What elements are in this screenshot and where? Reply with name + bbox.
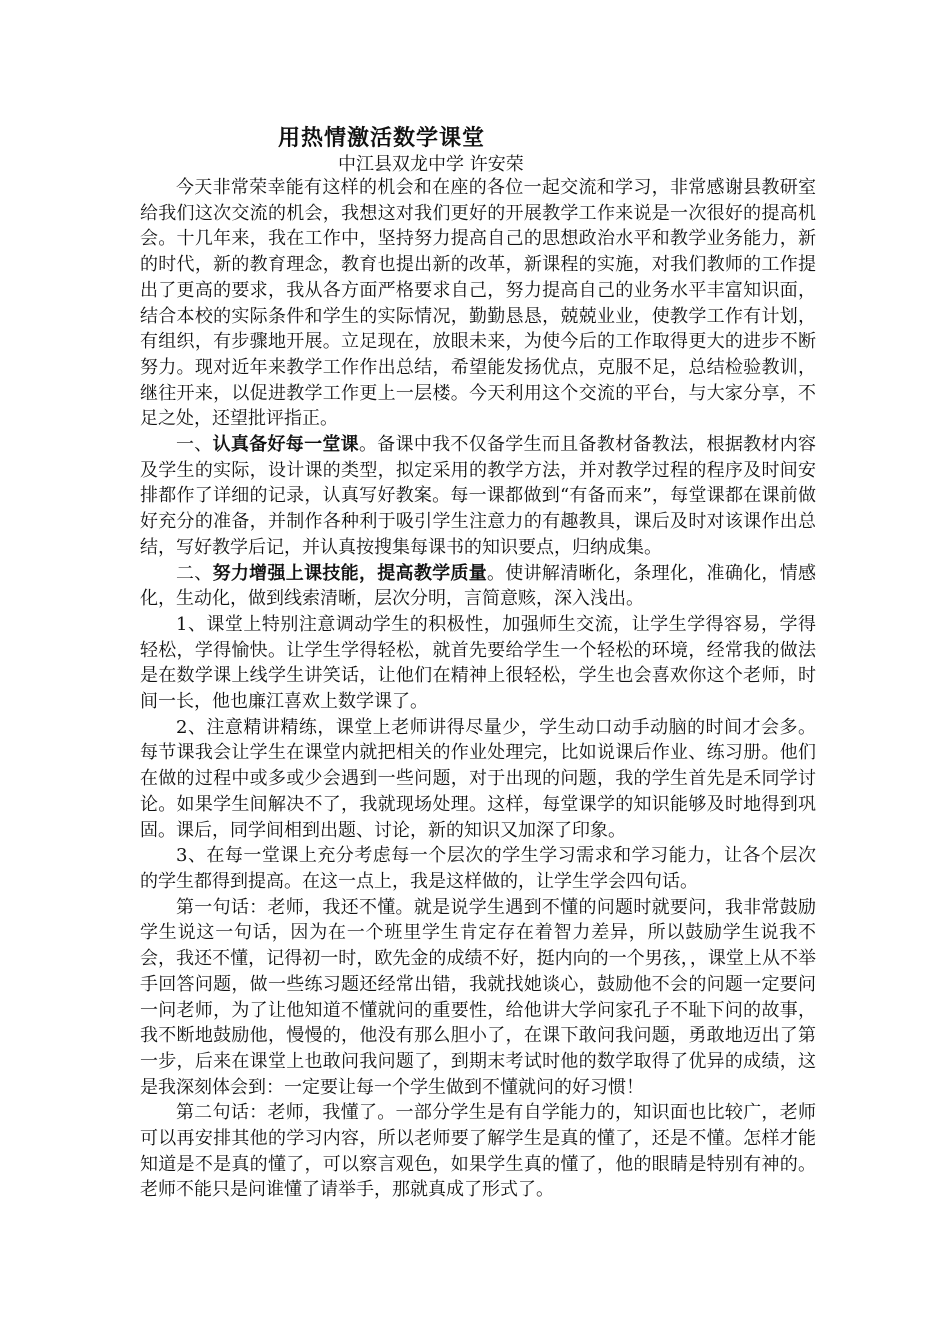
paragraph-sentence-2: 第二句话：老师，我懂了。一部分学生是有自学能力的，知识面也比较广，老师可以再安排其他的学习内容，所以老师要了解学生是真的懂了，还是不懂。怎样才能知道是不是真的懂了，可以察言观色，如果学生真的懂了，他的眼睛是特别有神的。老师不能只是问谁懂了请举手，那就真成了形式了。 [140, 1102, 816, 1201]
document-title: 用热情激活数学课堂 [278, 126, 486, 151]
document-author: 中江县双龙中学 许安荣 [338, 154, 524, 175]
section-text: 。使讲解清晰化，条理化，准确化，情感化，生动化，做到线索清晰，层次分明，言简意赅，深入浅出。 [140, 562, 817, 610]
document-body [140, 175, 816, 1203]
paragraph-section-1 [140, 432, 816, 561]
section-number: 二、 [176, 562, 213, 584]
paragraph-section-2 [140, 561, 816, 612]
section-text: 。备课中我不仅备学生而且备教材备教法，根据教材内容及学生的实际，设计课的类型，拟定采用的教学方法，并对教学过程的程序及时间安排都作了详细的记录，认真写好教案。每一课都做到“有备而来”，每堂课都在课前做好充分的准备，并制作各种利于吸引学生注意力的有趣教具，课后及时对该课作出总结，写好教学后记，并认真按搜集每课书的知识要点，归纳成集。 [140, 434, 817, 558]
paragraph-point-2: 2、注意精讲精练，课堂上老师讲得尽量少，学生动口动手动脑的时间才会多。每节课我会让学生在课堂内就把相关的作业处理完，比如说课后作业、练习册。他们在做的过程中或多或少会遇到一些问题，对于出现的问题，我的学生首先是禾同学讨论。如果学生间解决不了，我就现场处理。这样，每堂课学的知识能够及时地得到巩固。课后，同学间相到出题、讨论，新的知识又加深了印象。 [140, 716, 816, 841]
section-heading: 努力增强上课技能，提高教学质量 [212, 562, 488, 584]
section-number: 一、 [176, 434, 213, 456]
section-heading: 认真备好每一堂课 [212, 434, 359, 456]
paragraph-point-3: 3、在每一堂课上充分考虑每一个层次的学生学习需求和学习能力，让各个层次的学生都得到提高。在这一点上，我是这样做的，让学生学会四句话。 [140, 845, 816, 892]
paragraph-point-1: 1、课堂上特别注意调动学生的积极性，加强师生交流，让学生学得容易，学得轻松，学得愉快。让学生学得轻松，就首先要给学生一个轻松的环境，经常我的做法是在数学课上线学生讲笑话，让他们在精神上很轻松，学生也会喜欢你这个老师，时间一长，他也廉江喜欢上数学课了。 [140, 613, 816, 713]
paragraph-intro: 今天非常荣幸能有这样的机会和在座的各位一起交流和学习，非常感谢县教研室给我们这次交流的机会，我想这对我们更好的开展教学工作来说是一次很好的提高机会。十几年来，我在工作中，坚持努力提高自己的思想政治水平和教学业务能力，新的时代，新的教育理念，教育也提出新的改革，新课程的实施，对我们教师的工作提出了更高的要求，我从各方面严格要求自己，努力提高自己的业务水平丰富知识面，结合本校的实际条件和学生的实际情况，勤勤恳恳，兢兢业业，使教学工作有计划，有组织，有步骤地开展。立足现在，放眼未来，为使今后的工作取得更大的进步不断努力。现对近年来教学工作作出总结，希望能发扬优点，克服不足，总结检验教训，继往开来，以促进教学工作更上一层楼。今天利用这个交流的平台，与大家分享，不足之处，还望批评指正。 [140, 177, 816, 430]
paragraph-sentence-1: 第一句话：老师，我还不懂。就是说学生遇到不懂的问题时就要问，我非常鼓励学生说这一句话，因为在一个班里学生肯定存在着智力差异，所以鼓励学生说我不会，我还不懂，记得初一时，欧先金的成绩不好，挺内向的一个男孩，，课堂上从不举手回答问题，做一些练习题还经常出错，我就找她谈心，鼓励他不会的问题一定要问一问老师，为了让他知道不懂就问的重要性，给他讲大学问家孔子不耻下问的故事，我不断地鼓励他，慢慢的，他没有那么胆小了，在课下敢问我问题，勇敢地迈出了第一步，后来在课堂上也敢问我问题了，到期末考试时他的数学取得了优异的成绩，这是我深刻体会到：一定要让每一个学生做到不懂就问的好习惯！ [140, 896, 816, 1098]
